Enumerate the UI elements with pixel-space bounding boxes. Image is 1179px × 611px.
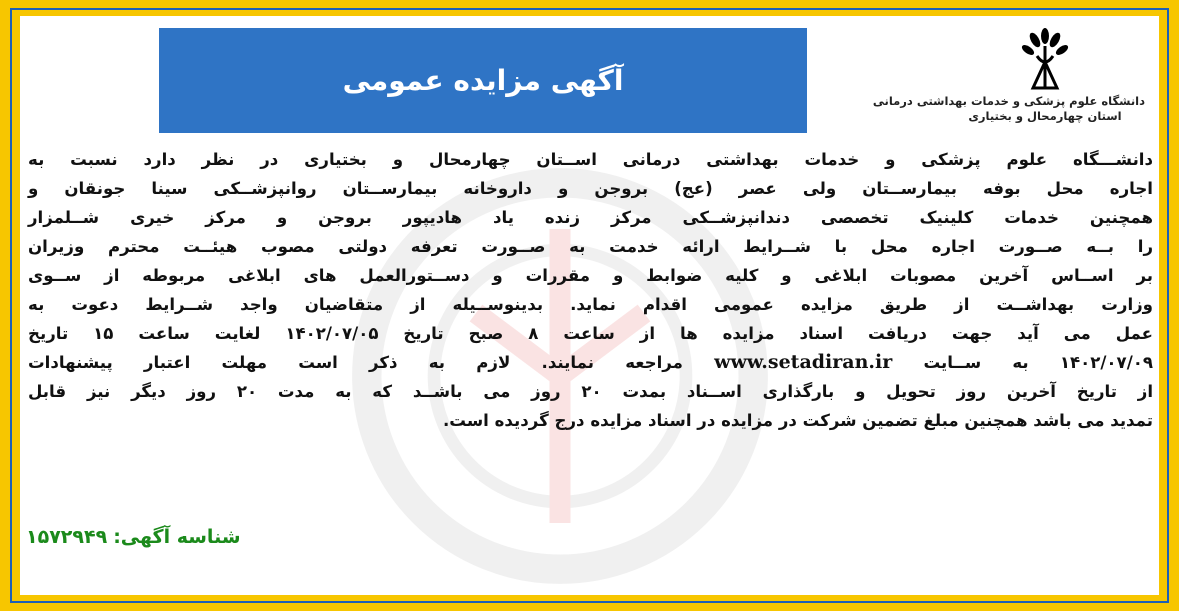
page-title: آگهی مزایده عمومی <box>342 64 624 97</box>
body-line: اجاره محل بوفه بیمارســتان ولی عصر (عج) بروجن و داروخانه بیمارســتان روانپزشــکی سینا جونقان و <box>28 179 1153 198</box>
body-line: عمل می آید جهت دریافت اسناد مزایده ها از ساعت ۸ صبح تاریخ ۱۴۰۲/۰۷/۰۵ لغایت ساعت ۱۵ تاریخ <box>28 324 1153 343</box>
body-line: وزارت بهداشــت از طریق مزایده عمومی اقدام نماید. بدینوســیله از متقاضیان واجد شــرایط دعوت به <box>28 295 1153 314</box>
body-line: دانشـــگاه علوم پزشکی و خدمات بهداشتی درمانی اســتان چهارمحال و بختیاری در نظر دارد نسبت به <box>28 150 1153 169</box>
title-banner <box>159 28 807 133</box>
body-line-part: ۱۴۰۲/۰۷/۰۹ به ســایت <box>923 353 1154 372</box>
notice-card <box>20 16 1159 595</box>
website-link[interactable]: www.setadiran.ir <box>714 351 893 373</box>
body-line-with-website <box>28 348 1153 377</box>
body-line: تمدید می باشد همچنین مبلغ تضمین شرکت در مزایده در اسناد مزایده درج گردیده است. <box>442 411 1153 430</box>
organization-name: دانشگاه علوم پزشکی و خدمات بهداشتی درمانی <box>872 94 1145 108</box>
ad-id-label: شناسه آگهی: <box>113 526 241 548</box>
body-line: از تاریخ آخرین روز تحویل و بارگذاری اســناد بمدت ۲۰ روز می باشــد که به مدت ۲۰ روز دیگر نیز قابل <box>28 382 1154 401</box>
university-tree-emblem-icon <box>1015 26 1075 94</box>
ad-id-number: ۱۵۷۲۹۴۹ <box>26 526 108 548</box>
organization-header <box>872 26 1145 144</box>
body-line: را بــه صــورت اجاره محل با شــرایط ارائه خدمت به صــورت تعرفه دولتی مصوب هیئــت محترم وزیران <box>28 237 1153 256</box>
body-line-part: مراجعه نمایند. لازم به ذکر است مهلت اعتبار پیشنهادات <box>28 353 683 372</box>
body-line: بر اســاس آخرین مصوبات ابلاغی و کلیه ضوابط و مقررات و دســتورالعمل های ابلاغی مربوطه از ســوی <box>28 266 1153 285</box>
ad-identifier <box>26 526 241 548</box>
body-line: همچنین خدمات کلینیک تخصصی دندانپزشــکی مرکز زنده یاد هادیپور بروجن و مرکز خیری شــلمزار <box>28 208 1153 227</box>
notice-body <box>28 145 1153 435</box>
organization-province: استان چهارمحال و بختیاری <box>968 109 1122 123</box>
